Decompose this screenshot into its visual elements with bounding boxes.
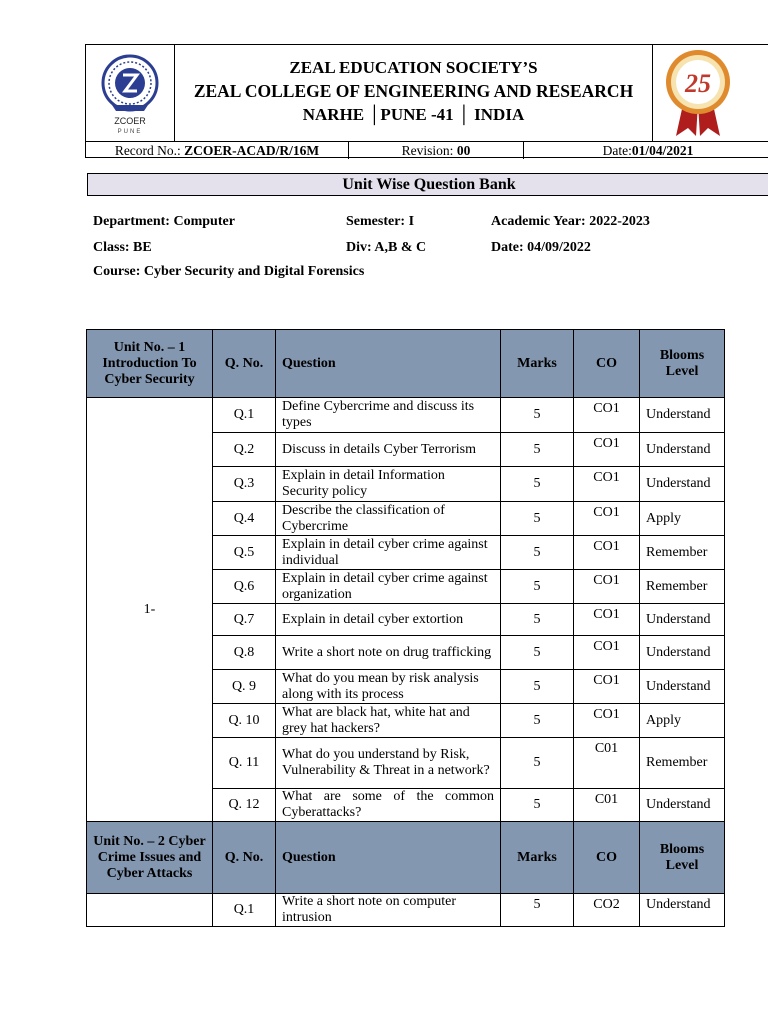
question-text: Explain in detail cyber crime against organization: [276, 570, 501, 604]
question-number: Q.1: [213, 894, 276, 927]
page-title: Unit Wise Question Bank: [87, 173, 768, 196]
question-marks: 5: [501, 636, 574, 670]
question-co: CO1: [574, 536, 640, 570]
anniversary-badge-icon: [662, 48, 734, 138]
question-number: Q. 9: [213, 670, 276, 704]
question-marks: 5: [501, 704, 574, 738]
table-row: [87, 894, 725, 927]
question-bloom: Remember: [640, 570, 725, 604]
logo-subtext: PUNE: [117, 129, 143, 135]
col-co: CO: [574, 822, 640, 894]
question-number: Q. 11: [213, 738, 276, 789]
unit2-label: Unit No. – 2 Cyber Crime Issues and Cyber Attacks: [87, 822, 213, 894]
col-blooms: Blooms Level: [640, 330, 725, 398]
question-bloom: Understand: [640, 636, 725, 670]
col-qno: Q. No.: [213, 330, 276, 398]
question-number: Q.2: [213, 433, 276, 467]
division: Div: A,B & C: [346, 240, 427, 255]
unit1-header-row: [87, 330, 725, 398]
question-co: CO1: [574, 636, 640, 670]
society-name: ZEAL EDUCATION SOCIETY’S: [289, 58, 538, 77]
question-co: CO1: [574, 433, 640, 467]
question-marks: 5: [501, 467, 574, 502]
question-marks: 5: [501, 894, 574, 927]
col-question: Question: [276, 822, 501, 894]
question-text: What are some of the common Cyberattacks?: [276, 789, 501, 822]
question-number: Q.4: [213, 502, 276, 536]
col-question: Question: [276, 330, 501, 398]
college-logo-icon: [98, 53, 162, 137]
question-text: Discuss in details Cyber Terrorism: [276, 433, 501, 467]
question-bloom: Understand: [640, 894, 725, 927]
question-text: Explain in detail cyber extortion: [276, 604, 501, 636]
unit1-label: Unit No. – 1 Introduction To Cyber Security: [87, 330, 213, 398]
question-number: Q.8: [213, 636, 276, 670]
col-marks: Marks: [501, 822, 574, 894]
question-marks: 5: [501, 670, 574, 704]
question-marks: 5: [501, 398, 574, 433]
logo-text: ZCOER: [114, 116, 146, 126]
academic-year: Academic Year: 2022-2023: [491, 214, 650, 229]
question-text: What do you mean by risk analysis along with its process: [276, 670, 501, 704]
question-bloom: Understand: [640, 433, 725, 467]
table-row: [87, 398, 725, 433]
question-marks: 5: [501, 570, 574, 604]
semester: Semester: I: [346, 214, 415, 229]
document-header: [85, 44, 768, 158]
question-co: CO1: [574, 604, 640, 636]
col-co: CO: [574, 330, 640, 398]
class: Class: BE: [93, 240, 152, 255]
question-co: CO1: [574, 467, 640, 502]
question-co: CO1: [574, 670, 640, 704]
question-table: [86, 329, 725, 927]
question-text: What do you understand by Risk, Vulnerability & Threat in a network?: [276, 738, 501, 789]
course: Course: Cyber Security and Digital Forensics: [93, 264, 365, 279]
question-text: Explain in detail cyber crime against individual: [276, 536, 501, 570]
col-blooms: Blooms Level: [640, 822, 725, 894]
question-marks: 5: [501, 433, 574, 467]
question-text: Write a short note on computer intrusion: [276, 894, 501, 927]
question-number: Q.6: [213, 570, 276, 604]
question-number: Q.1: [213, 398, 276, 433]
col-marks: Marks: [501, 330, 574, 398]
question-co: CO1: [574, 570, 640, 604]
question-bloom: Understand: [640, 604, 725, 636]
department: Department: Computer: [93, 214, 235, 229]
question-text: Describe the classification of Cybercrime: [276, 502, 501, 536]
question-co: C01: [574, 789, 640, 822]
question-co: CO1: [574, 398, 640, 433]
unit1-number: 1-: [87, 398, 213, 822]
question-bloom: Remember: [640, 738, 725, 789]
date: Date: 04/09/2022: [491, 240, 591, 255]
question-co: CO2: [574, 894, 640, 927]
question-number: Q.3: [213, 467, 276, 502]
question-text: What are black hat, white hat and grey hat hackers?: [276, 704, 501, 738]
question-marks: 5: [501, 738, 574, 789]
col-qno: Q. No.: [213, 822, 276, 894]
question-bloom: Remember: [640, 536, 725, 570]
badge-number: 25: [685, 69, 711, 98]
unit2-number: [87, 894, 213, 927]
college-name: ZEAL COLLEGE OF ENGINEERING AND RESEARCH: [193, 81, 634, 101]
question-number: Q. 12: [213, 789, 276, 822]
question-bloom: Apply: [640, 502, 725, 536]
question-bloom: Apply: [640, 704, 725, 738]
question-bloom: Understand: [640, 467, 725, 502]
question-bloom: Understand: [640, 789, 725, 822]
question-co: CO1: [574, 502, 640, 536]
question-marks: 5: [501, 604, 574, 636]
question-bloom: Understand: [640, 670, 725, 704]
college-location: NARHE │PUNE -41 │ INDIA: [302, 105, 525, 124]
question-marks: 5: [501, 502, 574, 536]
question-co: CO1: [574, 704, 640, 738]
question-text: Explain in detail Information Security policy: [276, 467, 501, 502]
question-number: Q.7: [213, 604, 276, 636]
question-co: C01: [574, 738, 640, 789]
revision: Revision: 00: [401, 143, 471, 158]
issue-date: Date:01/04/2021: [602, 143, 694, 158]
question-marks: 5: [501, 536, 574, 570]
question-text: Write a short note on drug trafficking: [276, 636, 501, 670]
unit2-header-row: [87, 822, 725, 894]
question-marks: 5: [501, 789, 574, 822]
question-text: Define Cybercrime and discuss its types: [276, 398, 501, 433]
record-number: Record No.: ZCOER-ACAD/R/16M: [114, 143, 320, 158]
question-number: Q. 10: [213, 704, 276, 738]
question-number: Q.5: [213, 536, 276, 570]
question-bloom: Understand: [640, 398, 725, 433]
